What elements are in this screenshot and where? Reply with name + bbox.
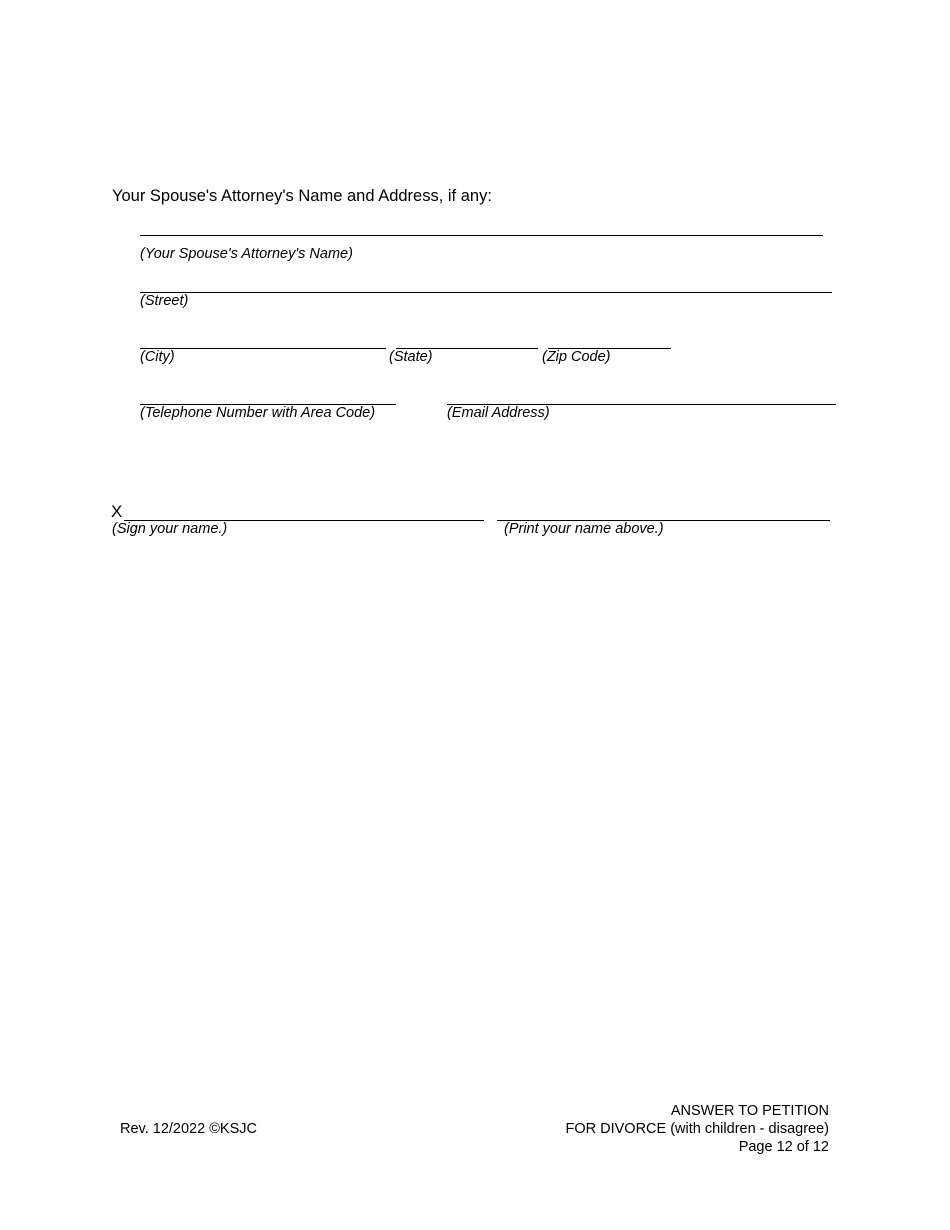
footer-revision: Rev. 12/2022 ©KSJC <box>120 1121 257 1137</box>
attorney-name-line[interactable] <box>140 235 823 236</box>
print-name-label: (Print your name above.) <box>504 521 664 537</box>
attorney-name-label: (Your Spouse's Attorney's Name) <box>140 246 353 262</box>
street-label: (Street) <box>140 293 189 309</box>
city-label: (City) <box>140 349 175 365</box>
email-label: (Email Address) <box>447 405 550 421</box>
footer-title-line-1: ANSWER TO PETITION <box>670 1103 829 1119</box>
telephone-label: (Telephone Number with Area Code) <box>140 405 376 421</box>
footer-document-title <box>566 1102 830 1156</box>
signature-x-mark: X <box>111 502 123 521</box>
state-label: (State) <box>389 349 433 365</box>
street-line[interactable] <box>140 292 832 293</box>
footer-title-line-2: FOR DIVORCE (with children - disagree) <box>565 1121 829 1137</box>
zip-label: (Zip Code) <box>542 349 611 365</box>
sign-name-label: (Sign your name.) <box>112 521 228 537</box>
city-line[interactable] <box>140 348 386 349</box>
attorney-section-heading: Your Spouse's Attorney's Name and Address, if any: <box>112 187 492 205</box>
footer-page-number: Page 12 of 12 <box>738 1139 829 1155</box>
